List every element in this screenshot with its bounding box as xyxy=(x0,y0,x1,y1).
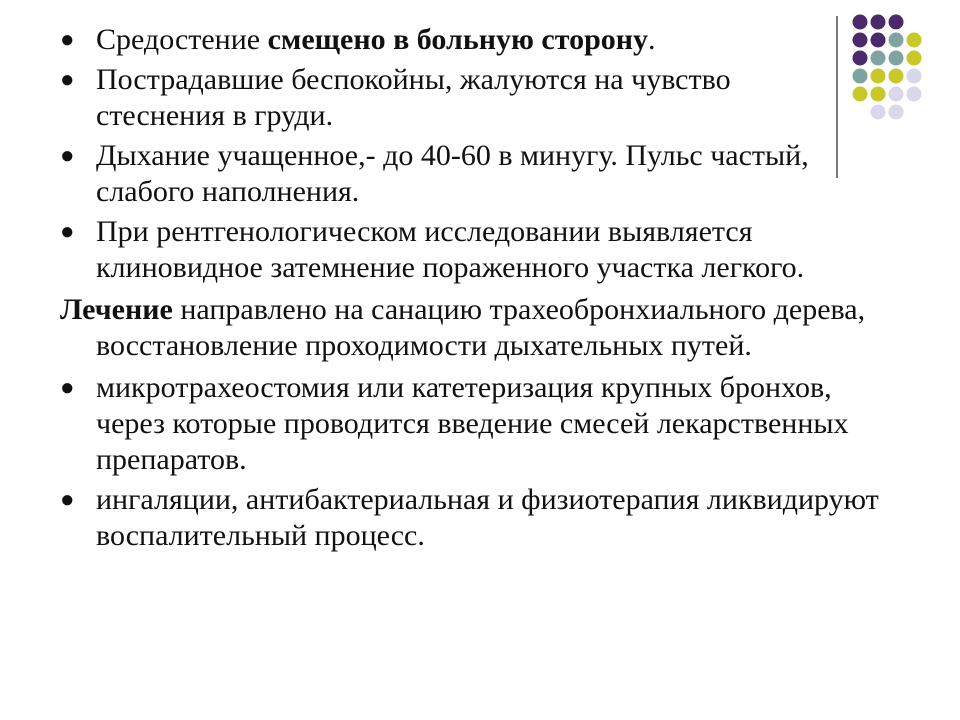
decor-dot xyxy=(889,87,904,102)
bullet-text: При рентгенологическом исследовании выявляется клиновидное затемнение пораженного участка легкого. xyxy=(96,215,805,284)
bullet-icon: ● xyxy=(60,375,75,401)
bullet-text: Средостение xyxy=(96,23,268,56)
bullet-text: Дыхание учащенное,- до 40-60 в минугу. Пульс частый, слабого наполнения. xyxy=(96,139,809,208)
bullet-text: Пострадавшие беспокойны, жалуются на чувство стеснения в груди. xyxy=(96,63,731,132)
bullet-text-bold: смещено в больную сторону xyxy=(267,23,649,56)
bullet-icon: ● xyxy=(60,67,75,93)
treatment-label: Лечение xyxy=(60,293,173,326)
slide-content xyxy=(60,22,880,558)
bullet-item-3 xyxy=(60,138,836,210)
bullet-text-end: . xyxy=(648,23,656,56)
bullet-text: микротрахеостомия или катетеризация крупных бронхов, через которые проводится введение смесей лекарственных препаратов. xyxy=(96,371,849,476)
bullet-item-2 xyxy=(60,62,836,134)
decor-dot xyxy=(907,87,922,102)
decor-dot xyxy=(889,15,904,30)
bullet-icon: ● xyxy=(60,487,75,513)
treatment-paragraph xyxy=(60,292,922,364)
bullet-icon: ● xyxy=(60,219,75,245)
treatment-text: направлено на санацию трахеобронхиального дерева, восстановление проходимости дыхательных путей. xyxy=(96,293,866,362)
bullet-icon: ● xyxy=(60,27,75,53)
decor-dot xyxy=(907,33,922,48)
bullet-item-5 xyxy=(60,370,886,478)
decor-dot xyxy=(889,51,904,66)
bullet-item-1 xyxy=(60,22,836,58)
decor-dot xyxy=(889,69,904,84)
bullet-text: ингаляции, антибактериальная и физиотерапия ликвидируют воспалительный процесс. xyxy=(96,483,879,552)
bullet-icon: ● xyxy=(60,143,75,169)
decor-dot xyxy=(907,51,922,66)
decor-dot xyxy=(889,33,904,48)
bullet-item-4 xyxy=(60,214,886,286)
bullet-item-6 xyxy=(60,482,886,554)
decor-dot xyxy=(907,69,922,84)
decor-dot xyxy=(889,105,904,120)
